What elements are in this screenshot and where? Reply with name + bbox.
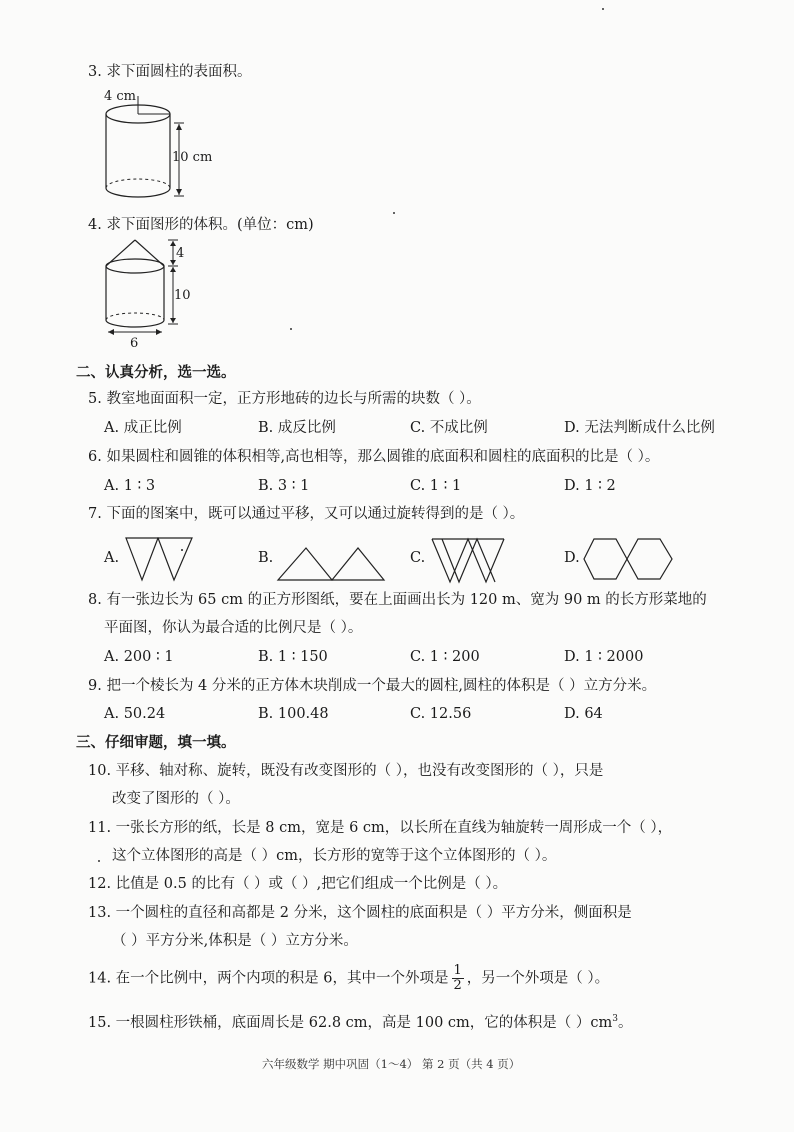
cylinder-figure	[100, 86, 230, 210]
q14-text-after: ，另一个外项是（ ）。	[466, 970, 610, 987]
q9-text: 9. 把一个棱长为 4 分米的正方体木块削成一个最大的圆柱,圆柱的体积是（ ）立方分米。	[88, 678, 657, 694]
q13-line-2: （ ）平方分米,体积是（ ）立方分米。	[112, 933, 358, 949]
q11-line-2: 这个立体图形的高是（ ）cm，长方形的宽等于这个立体图形的（ ）。	[112, 848, 557, 864]
scan-speck	[393, 212, 395, 214]
q6-text: 6. 如果圆柱和圆锥的体积相等,高也相等，那么圆锥的底面积和圆柱的底面积的比是（ ）。	[88, 449, 660, 465]
fraction-numerator: 1	[453, 963, 462, 978]
q7-option-b: B.	[258, 550, 274, 566]
fraction-denominator: 2	[453, 978, 462, 993]
scan-speck	[602, 8, 604, 10]
q7-option-c: C.	[410, 550, 426, 566]
q8-option-a: A. 200 ∶ 1	[104, 649, 174, 665]
q9-option-c: C. 12.56	[410, 706, 472, 722]
dim-cylinder-label: 10	[174, 288, 191, 303]
q3-text: 3. 求下面圆柱的表面积。	[88, 64, 252, 80]
q9-option-b: B. 100.48	[258, 706, 329, 722]
q9-option-d: D. 64	[564, 706, 603, 722]
dim-radius-label: 4 cm	[104, 89, 137, 104]
q15-text-main: 15. 一根圆柱形铁桶，底面周长是 62.8 cm，高是 100 cm，它的体积是（ ）cm	[88, 1014, 613, 1031]
q14-text-before: 14. 在一个比例中，两个内项的积是 6，其中一个外项是	[88, 970, 449, 987]
q8-option-b: B. 1 ∶ 150	[258, 649, 328, 665]
q5-option-c: C. 不成比例	[410, 420, 488, 436]
q7-pattern-b	[276, 544, 386, 586]
q13-line-1: 13. 一个圆柱的直径和高都是 2 分米，这个圆柱的底面积是（ ）平方分米，侧面积是	[88, 905, 632, 921]
fraction-one-half	[452, 964, 464, 993]
q5-option-b: B. 成反比例	[258, 420, 336, 436]
q7-option-d: D.	[564, 550, 580, 566]
q6-option-c: C. 1 ∶ 1	[410, 478, 462, 494]
scan-speck	[290, 328, 292, 330]
q8-line-2: 平面图，你认为最合适的比例尺是（ ）。	[104, 620, 363, 636]
dim-height-label: 10 cm	[172, 150, 213, 165]
q7-pattern-c	[430, 536, 506, 588]
q15-text	[88, 1009, 633, 1033]
q9-option-a: A. 50.24	[104, 706, 166, 722]
cone-cylinder-figure	[100, 238, 210, 346]
q6-option-a: A. 1 ∶ 3	[104, 478, 156, 494]
q10-line-2: 改变了图形的（ ）。	[112, 791, 240, 807]
q4-text: 4. 求下面图形的体积。(单位：cm)	[88, 217, 314, 233]
q5-text: 5. 教室地面面积一定，正方形地砖的边长与所需的块数（ ）。	[88, 391, 481, 407]
q5-option-d: D. 无法判断成什么比例	[564, 420, 715, 436]
q10-line-1: 10. 平移、轴对称、旋转，既没有改变图形的（ ），也没有改变图形的（ ），只是	[88, 763, 604, 779]
q14-text	[88, 964, 609, 993]
page-footer: 六年级数学 期中巩固（1～4） 第 2 页（共 4 页）	[262, 1057, 521, 1071]
cubic-superscript: 3	[612, 1014, 619, 1024]
q8-option-c: C. 1 ∶ 200	[410, 649, 480, 665]
q6-option-b: B. 3 ∶ 1	[258, 478, 310, 494]
q15-text-end: 。	[618, 1014, 633, 1031]
q7-option-a: A.	[104, 550, 120, 566]
section-3-title: 三、仔细审题，填一填。	[76, 735, 236, 751]
q12-text: 12. 比值是 0.5 的比有（ ）或（ ）,把它们组成一个比例是（ ）。	[88, 876, 508, 892]
q7-pattern-a	[124, 536, 196, 586]
q8-line-1: 8. 有一张边长为 65 cm 的正方形图纸，要在上面画出长为 120 m、宽为 90 m 的长方形菜地的	[88, 592, 707, 608]
dim-base-label: 6	[130, 336, 139, 351]
q11-line-1: 11. 一张长方形的纸，长是 8 cm，宽是 6 cm，以长所在直线为轴旋转一周形成一个（ ），	[88, 820, 673, 836]
q8-option-d: D. 1 ∶ 2000	[564, 649, 644, 665]
q6-option-d: D. 1 ∶ 2	[564, 478, 616, 494]
scan-speck	[98, 860, 100, 862]
q7-text: 7. 下面的图案中，既可以通过平移，又可以通过旋转得到的是（ ）。	[88, 506, 525, 522]
dim-cone-label: 4	[176, 246, 185, 261]
q7-pattern-d	[582, 537, 676, 585]
section-2-title: 二、认真分析，选一选。	[76, 365, 236, 381]
q5-option-a: A. 成正比例	[104, 420, 182, 436]
